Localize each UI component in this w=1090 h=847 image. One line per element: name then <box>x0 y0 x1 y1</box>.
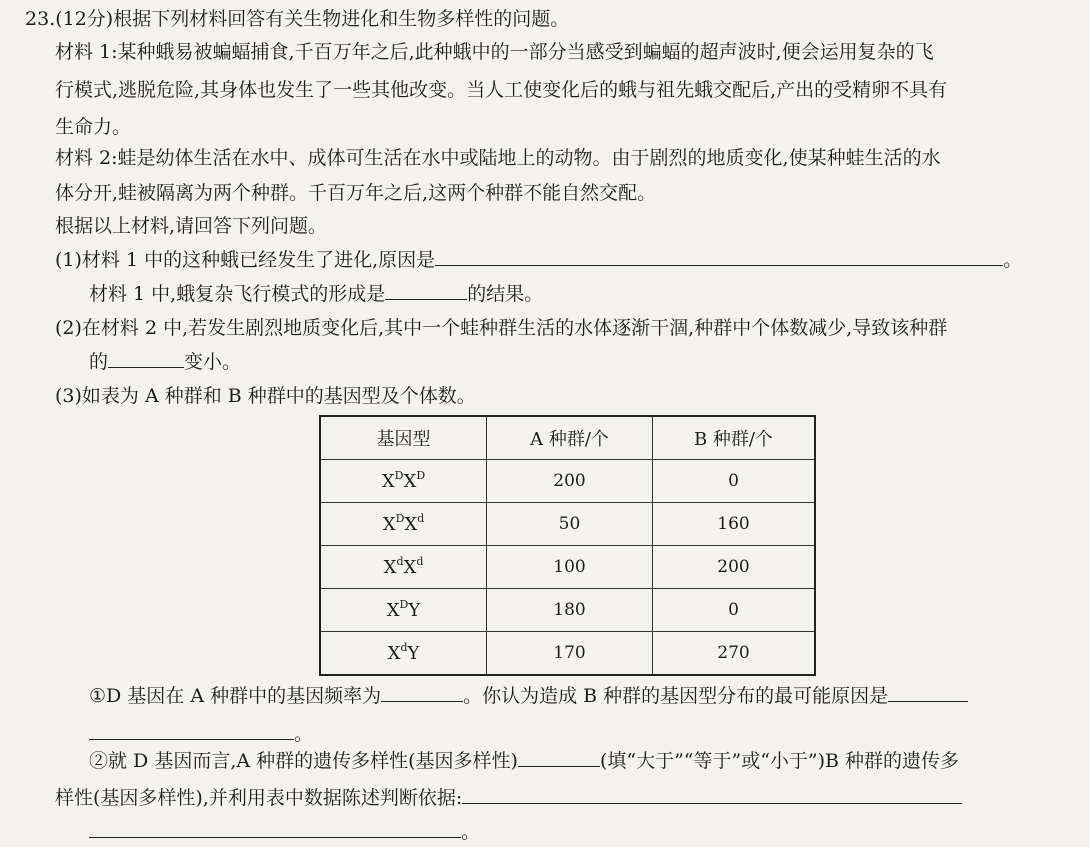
question-3-sub-2-line-1 <box>89 746 959 776</box>
population-a-count: 180 <box>487 589 653 632</box>
table-row <box>320 632 815 676</box>
question-3-sub-1-cont <box>89 719 313 749</box>
material-1-line-3: 生命力。 <box>55 116 132 138</box>
material-1-line-1: 材料 1:某种蛾易被蝙蝠捕食,千百万年之后,此种蛾中的一部分当感受到蝙蝠的超声波时,便会运用复杂的飞 <box>55 41 934 63</box>
genotype-cell: $X^DY$ <box>320 589 487 632</box>
answer-blank-2[interactable] <box>108 347 184 368</box>
population-a-count: 170 <box>487 632 653 676</box>
population-b-count: 200 <box>653 546 816 589</box>
question-3-sub-2-line-3 <box>89 817 480 847</box>
question-2-suffix: 变小。 <box>184 351 242 373</box>
table-row <box>320 503 815 546</box>
answer-blank-3-2b-cont[interactable] <box>89 817 461 838</box>
question-1a-end: 。 <box>1003 249 1023 271</box>
population-a-count: 200 <box>487 460 653 503</box>
genotype-cell: $X^dY$ <box>320 632 487 676</box>
population-b-count: 270 <box>653 632 816 676</box>
answer-blank-1b[interactable] <box>385 279 467 300</box>
population-b-count: 0 <box>653 460 816 503</box>
question-2-line-1: (2)在材料 2 中,若发生剧烈地质变化后,其中一个蛙种群生活的水体逐渐干涸,种群中个体数减少,导致该种群 <box>55 317 948 339</box>
population-b-count: 0 <box>653 589 816 632</box>
table-row <box>320 589 815 632</box>
answer-blank-1a[interactable] <box>435 245 1003 266</box>
question-3-intro: (3)如表为 A 种群和 B 种群中的基因型及个体数。 <box>55 385 476 407</box>
answer-blank-3-1b-cont[interactable] <box>89 719 294 740</box>
answer-blank-3-1a[interactable] <box>381 681 463 702</box>
answer-blank-3-1b[interactable] <box>888 681 968 702</box>
question-3-sub-1-post: 。你认为造成 B 种群的基因型分布的最可能原因是 <box>463 685 889 707</box>
table-header-genotype: 基因型 <box>320 416 487 460</box>
question-3-sub-2-line-2 <box>55 783 962 813</box>
genotype-cell: $X^DX^D$ <box>320 460 487 503</box>
question-3-sub-1 <box>89 681 968 711</box>
answer-blank-3-2a[interactable] <box>518 746 600 767</box>
instruction: 根据以上材料,请回答下列问题。 <box>55 215 328 237</box>
question-3-sub-2-end: 。 <box>461 821 481 843</box>
question-3-sub-2-line-2-text: 样性(基因多样性),并利用表中数据陈述判断依据: <box>55 787 463 809</box>
question-3-sub-1-text: ①D 基因在 A 种群中的基因频率为 <box>89 685 382 707</box>
question-1a <box>55 245 1022 275</box>
material-2-line-2: 体分开,蛙被隔离为两个种群。千百万年之后,这两个种群不能自然交配。 <box>55 182 657 204</box>
question-1b-post: 的结果。 <box>467 283 544 305</box>
question-1a-text: (1)材料 1 中的这种蛾已经发生了进化,原因是 <box>55 249 436 271</box>
genotype-table <box>319 415 816 676</box>
population-a-count: 100 <box>487 546 653 589</box>
table-header-row <box>320 416 815 460</box>
material-1-line-2: 行模式,逃脱危险,其身体也发生了一些其他改变。当人工使变化后的蛾与祖先蛾交配后,产出的受精卵不具有 <box>55 79 948 101</box>
question-2-prefix: 的 <box>89 351 109 373</box>
question-header: 23.(12分)根据下列材料回答有关生物进化和生物多样性的问题。 <box>25 8 570 30</box>
genotype-cell: $X^dX^d$ <box>320 546 487 589</box>
population-b-count: 160 <box>653 503 816 546</box>
question-1b-text: 材料 1 中,蛾复杂飞行模式的形成是 <box>89 283 386 305</box>
question-3-sub-1-end: 。 <box>294 723 314 745</box>
table-header-population-b: B 种群/个 <box>653 416 816 460</box>
table-row <box>320 460 815 503</box>
question-1b <box>89 279 543 309</box>
table-row <box>320 546 815 589</box>
population-a-count: 50 <box>487 503 653 546</box>
genotype-cell: $X^DX^d$ <box>320 503 487 546</box>
answer-blank-3-2b[interactable] <box>462 783 962 804</box>
question-3-sub-2-text: ②就 D 基因而言,A 种群的遗传多样性(基因多样性) <box>89 750 518 772</box>
material-2-line-1: 材料 2:蛙是幼体生活在水中、成体可生活在水中或陆地上的动物。由于剧烈的地质变化,使某种蛙生活的水 <box>55 147 941 169</box>
table-header-population-a: A 种群/个 <box>487 416 653 460</box>
question-2-line-2 <box>89 347 241 377</box>
question-3-sub-2-post: (填“大于”“等于”或“小于”)B 种群的遗传多 <box>599 750 960 772</box>
